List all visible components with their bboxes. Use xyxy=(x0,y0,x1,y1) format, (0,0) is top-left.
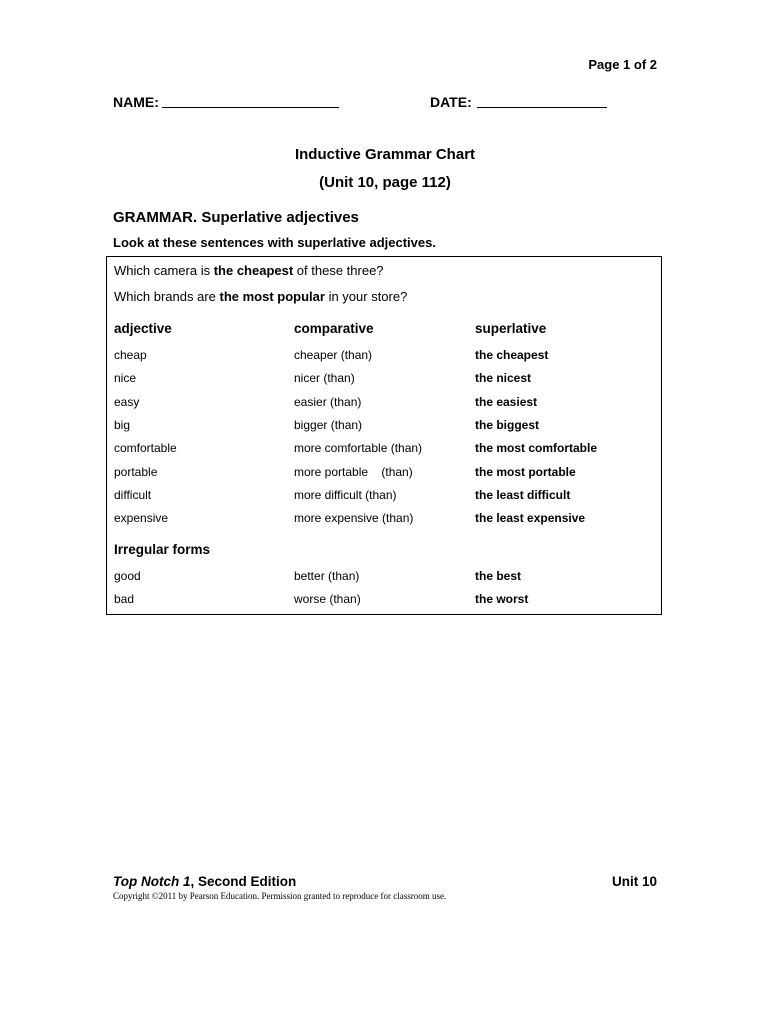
name-label: NAME: xyxy=(113,94,159,110)
section-heading: GRAMMAR. Superlative adjectives xyxy=(113,209,359,226)
adjective-cell: portable xyxy=(114,464,158,479)
chart-title: Inductive Grammar Chart xyxy=(294,146,476,163)
table-row xyxy=(107,418,661,438)
comparative-cell: bigger (than) xyxy=(294,417,363,432)
comparative-cell: more comfortable (than) xyxy=(294,441,423,456)
example-sentence: Which brands are the most popular in your store? xyxy=(114,289,408,304)
column-header-superlative: superlative xyxy=(475,321,547,336)
irregular-forms-heading: Irregular forms xyxy=(114,542,211,557)
adjective-cell: difficult xyxy=(114,487,152,502)
column-header-adjective: adjective xyxy=(114,321,172,336)
table-row xyxy=(107,441,661,461)
superlative-cell: the worst xyxy=(475,592,529,607)
grammar-box xyxy=(106,256,662,615)
comparative-cell: nicer (than) xyxy=(294,371,355,386)
superlative-cell: the biggest xyxy=(475,417,540,432)
comparative-cell: better (than) xyxy=(294,569,360,583)
table-row xyxy=(107,348,661,368)
comparative-cell: more portable (than) xyxy=(294,464,413,479)
superlative-cell: the most comfortable xyxy=(475,441,598,456)
adjective-cell: bad xyxy=(114,592,135,607)
table-row xyxy=(107,569,661,589)
date-label: DATE: xyxy=(430,94,472,110)
comparative-cell: cheaper (than) xyxy=(294,348,373,362)
footer-unit: Unit 10 xyxy=(611,874,657,889)
comparative-cell: more difficult (than) xyxy=(294,487,397,502)
comparative-cell: easier (than) xyxy=(294,394,362,409)
table-row xyxy=(107,395,661,415)
example-sentence: Which camera is the cheapest of these three? xyxy=(114,263,384,278)
name-blank-line[interactable] xyxy=(162,107,339,108)
superlative-cell: the least expensive xyxy=(475,511,586,526)
comparative-cell: worse (than) xyxy=(294,592,361,607)
footer-book-title: Top Notch 1, Second Edition xyxy=(113,874,297,889)
table-row xyxy=(107,592,661,612)
table-row xyxy=(107,465,661,485)
chart-subtitle: (Unit 10, page 112) xyxy=(319,174,451,191)
adjective-cell: expensive xyxy=(114,511,169,526)
superlative-cell: the easiest xyxy=(475,394,538,409)
adjective-cell: big xyxy=(114,417,131,432)
superlative-cell: the least difficult xyxy=(475,487,571,502)
adjective-cell: good xyxy=(114,569,141,583)
table-row xyxy=(107,488,661,508)
table-row xyxy=(107,511,661,531)
adjective-cell: cheap xyxy=(114,348,147,362)
adjective-cell: comfortable xyxy=(114,441,177,456)
instruction-text: Look at these sentences with superlative adjectives. xyxy=(113,235,436,250)
column-header-comparative: comparative xyxy=(294,321,374,336)
date-blank-line[interactable] xyxy=(477,107,607,108)
superlative-cell: the best xyxy=(475,569,522,583)
copyright-notice: Copyright ©2011 by Pearson Education. Permission granted to reproduce for classroom use. xyxy=(113,891,447,901)
page-number: Page 1 of 2 xyxy=(588,57,657,72)
table-row xyxy=(107,371,661,391)
adjective-cell: easy xyxy=(114,394,140,409)
superlative-cell: the most portable xyxy=(475,464,576,479)
superlative-cell: the nicest xyxy=(475,371,532,386)
superlative-cell: the cheapest xyxy=(475,348,549,362)
comparative-cell: more expensive (than) xyxy=(294,511,414,526)
adjective-cell: nice xyxy=(114,371,137,386)
